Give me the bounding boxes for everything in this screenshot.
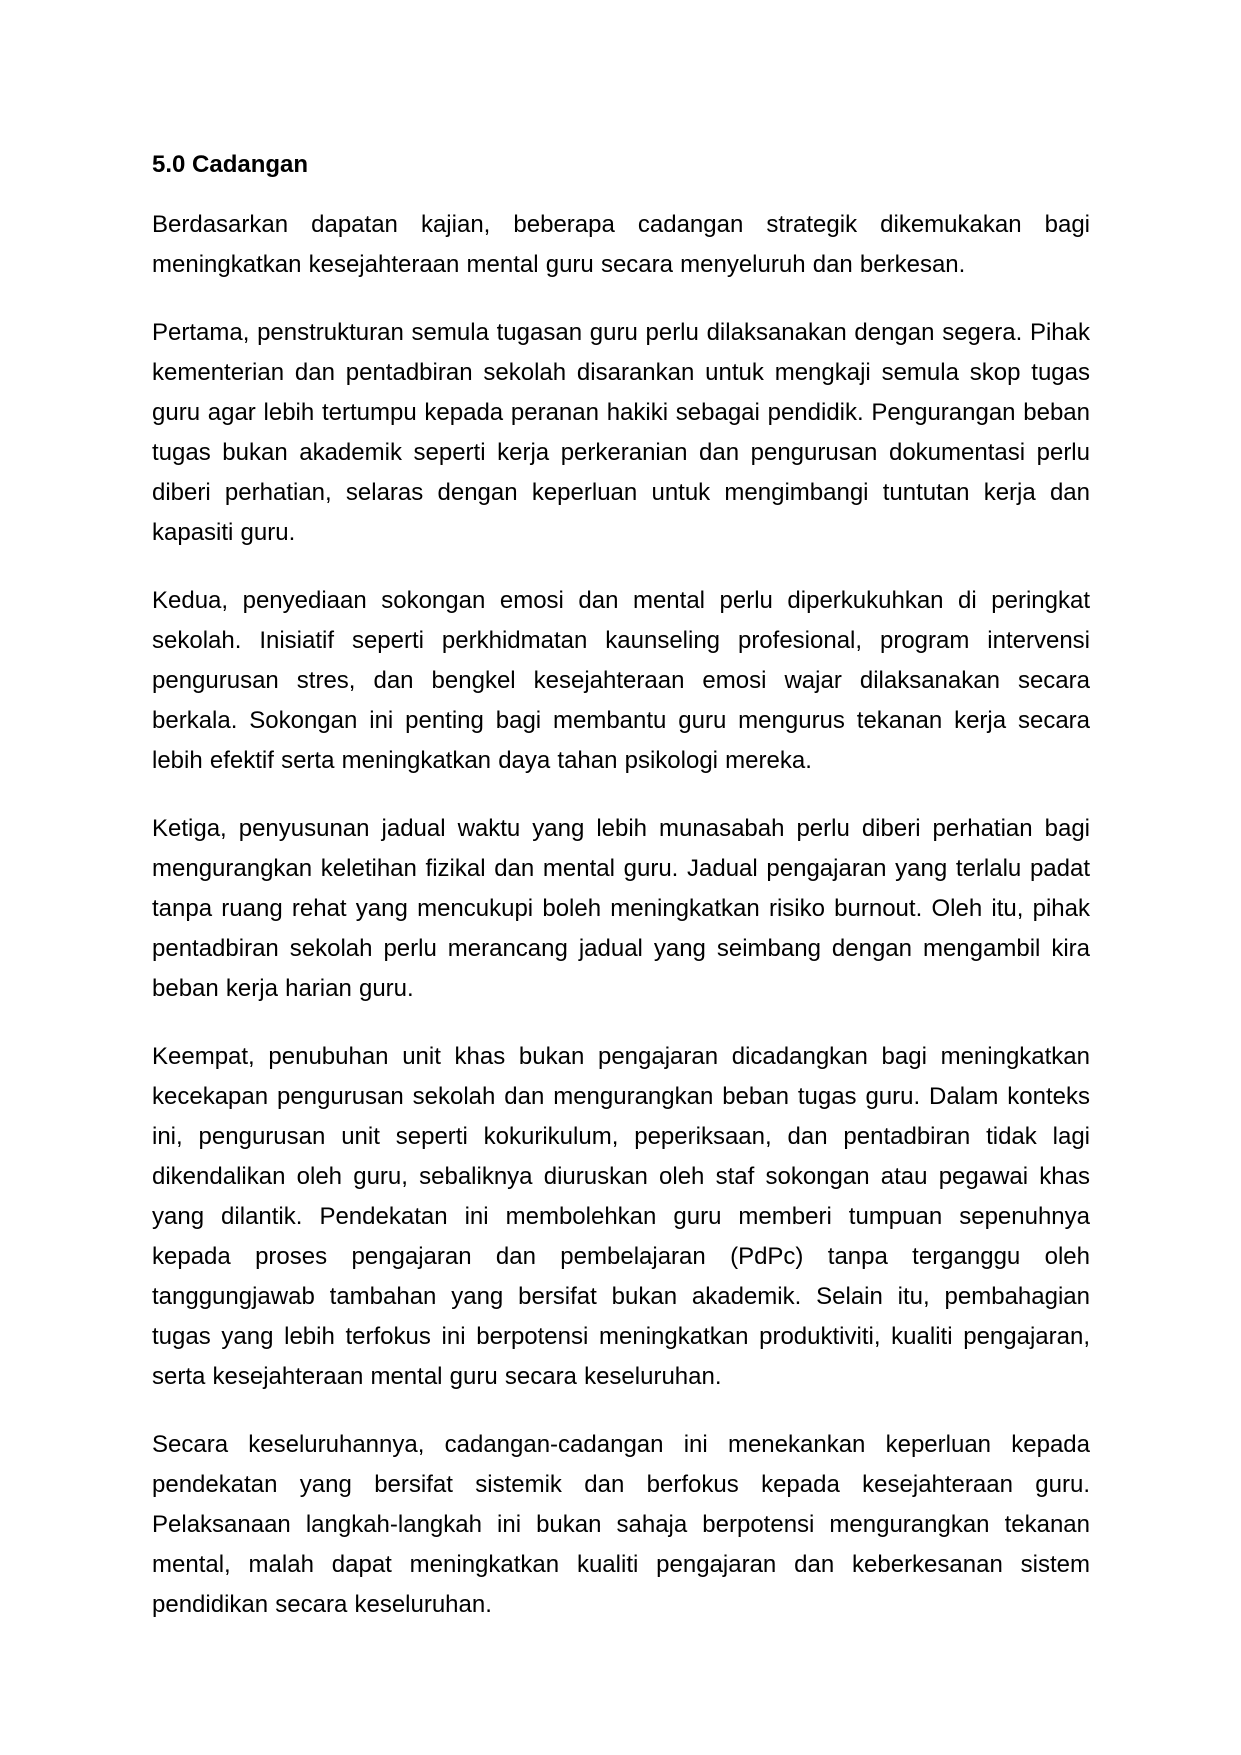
paragraph-keempat: Keempat, penubuhan unit khas bukan pengajaran dicadangkan bagi meningkatkan kecekapan pengurusan sekolah dan mengurangkan beban tugas guru. Dalam konteks ini, pengurusan unit seperti kokurikulum, peperiksaan, dan pentadbiran tidak lagi dikendalikan oleh guru, sebaliknya diuruskan oleh staf sokongan atau pegawai khas yang dilantik. Pendekatan ini membolehkan guru memberi tumpuan sepenuhnya kepada proses pengajaran dan pembelajaran (PdPc) tanpa terganggu oleh tanggungjawab tambahan yang bersifat bukan akademik. Selain itu, pembahagian tugas yang lebih terfokus ini berpotensi meningkatkan produktiviti, kualiti pengajaran, serta kesejahteraan mental guru secara keseluruhan. [152,1043,1090,1390]
paragraph-kedua: Kedua, penyediaan sokongan emosi dan mental perlu diperkukuhkan di peringkat sekolah. Inisiatif seperti perkhidmatan kaunseling profesional, program intervensi pengurusan stres, dan bengkel kesejahteraan emosi wajar dilaksanakan secara berkala. Sokongan ini penting bagi membantu guru mengurus tekanan kerja secara lebih efektif serta meningkatkan daya tahan psikologi mereka. [152,587,1090,774]
paragraph-pertama: Pertama, penstrukturan semula tugasan guru perlu dilaksanakan dengan segera. Pihak kementerian dan pentadbiran sekolah disarankan untuk mengkaji semula skop tugas guru agar lebih tertumpu kepada peranan hakiki sebagai pendidik. Pengurangan beban tugas bukan akademik seperti kerja perkeranian dan pengurusan dokumentasi perlu diberi perhatian, selaras dengan keperluan untuk mengimbangi tuntutan kerja dan kapasiti guru. [152,319,1090,546]
paragraph-kesimpulan: Secara keseluruhannya, cadangan-cadangan ini menekankan keperluan kepada pendekatan yang bersifat sistemik dan berfokus kepada kesejahteraan guru. Pelaksanaan langkah-langkah ini bukan sahaja berpotensi mengurangkan tekanan mental, malah dapat meningkatkan kualiti pengajaran dan keberkesanan sistem pendidikan secara keseluruhan. [152,1431,1090,1618]
paragraph-ketiga: Ketiga, penyusunan jadual waktu yang lebih munasabah perlu diberi perhatian bagi mengurangkan keletihan fizikal dan mental guru. Jadual pengajaran yang terlalu padat tanpa ruang rehat yang mencukupi boleh meningkatkan risiko burnout. Oleh itu, pihak pentadbiran sekolah perlu merancang jadual yang seimbang dengan mengambil kira beban kerja harian guru. [152,815,1090,1002]
paragraph-intro: Berdasarkan dapatan kajian, beberapa cadangan strategik dikemukakan bagi meningkatkan kesejahteraan mental guru secara menyeluruh dan berkesan. [152,211,1090,278]
section-heading: 5.0 Cadangan [152,151,309,178]
